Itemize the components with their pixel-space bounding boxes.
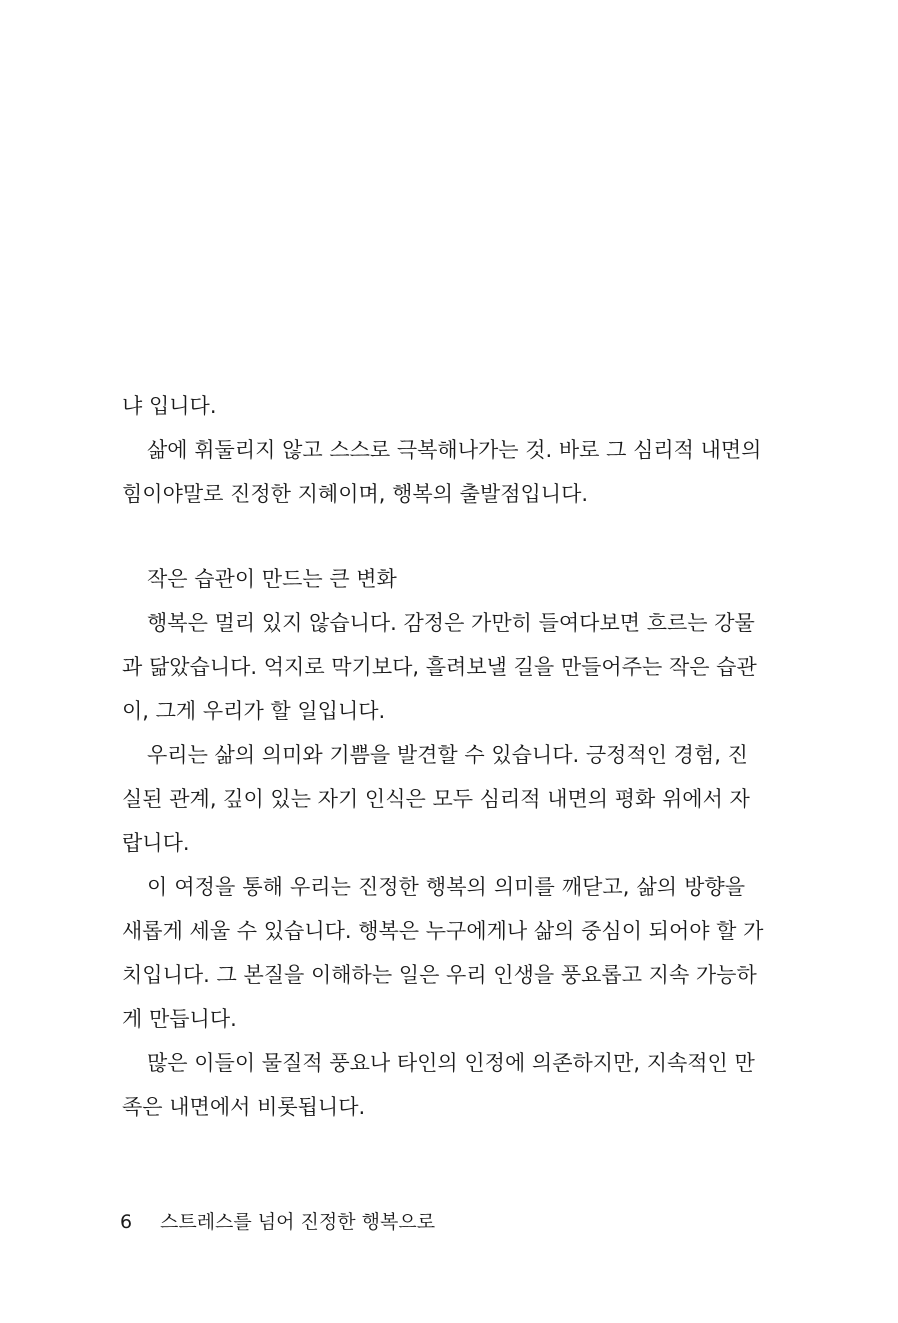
section-heading: 작은 습관이 만드는 큰 변화 [147, 567, 397, 591]
text-line: 치입니다. 그 본질을 이해하는 일은 우리 인생을 풍요롭고 지속 가능하 [122, 963, 757, 987]
page-body [122, 384, 764, 1129]
text-line: 행복은 멀리 있지 않습니다. 감정은 가만히 들여다보면 흐르는 강물 [147, 611, 755, 635]
text-line: 힘이야말로 진정한 지혜이며, 행복의 출발점입니다. [122, 482, 589, 506]
text-line: 게 만듭니다. [122, 1007, 237, 1031]
text-line: 족은 내면에서 비롯됩니다. [122, 1095, 366, 1119]
page-footer [120, 1207, 435, 1237]
section-gap [122, 516, 745, 557]
text-line: 과 닮았습니다. 억지로 막기보다, 흘려보낼 길을 만들어주는 작은 습관 [122, 655, 757, 679]
text-line: 랍니다. [122, 831, 190, 855]
page-number: 6 [120, 1211, 133, 1233]
text-line: 이 여정을 통해 우리는 진정한 행복의 의미를 깨닫고, 삶의 방향을 [147, 875, 745, 899]
text-line: 우리는 삶의 의미와 기쁨을 발견할 수 있습니다. 긍정적인 경험, 진 [147, 743, 748, 767]
text-line: 삶에 휘둘리지 않고 스스로 극복해나가는 것. 바로 그 심리적 내면의 [147, 438, 762, 462]
text-line: 새롭게 세울 수 있습니다. 행복은 누구에게나 삶의 중심이 되어야 할 가 [122, 919, 764, 943]
running-title: 스트레스를 넘어 진정한 행복으로 [160, 1211, 436, 1233]
text-line: 냐 입니다. [122, 394, 217, 418]
text-line: 많은 이들이 물질적 풍요나 타인의 인정에 의존하지만, 지속적인 만 [147, 1051, 755, 1075]
text-line: 실된 관계, 깊이 있는 자기 인식은 모두 심리적 내면의 평화 위에서 자 [122, 787, 750, 811]
text-line: 이, 그게 우리가 할 일입니다. [122, 699, 386, 723]
